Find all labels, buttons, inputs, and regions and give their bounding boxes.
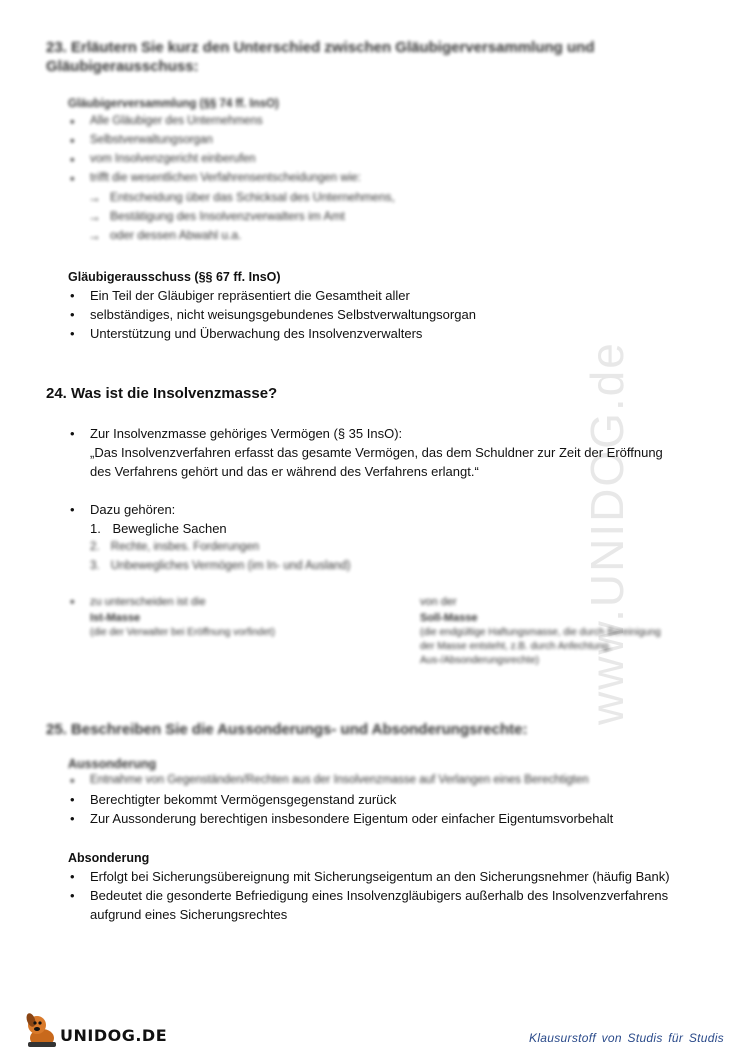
list-text: Rechte, insbes. Forderungen [110, 541, 260, 553]
list-item: • zu unterscheiden ist die [68, 594, 368, 610]
list-item: → oder dessen Abwahl u.a. [68, 226, 628, 245]
gv-list [68, 112, 628, 188]
absonderung-section [68, 851, 738, 924]
absonderung-heading: Absonderung [68, 851, 150, 865]
list-item: • Zur Insolvenzmasse gehöriges Vermögen (§ 35 InsO): [68, 424, 728, 443]
aussonderung-section [68, 757, 738, 828]
list-item: • Erfolgt bei Sicherungsübereignung mit Sicherungseigentum an den Sicherungsnehmer (häufig Bank) [68, 867, 738, 886]
aussonderung-list [68, 771, 738, 828]
soll-intro: von der [420, 596, 457, 608]
soll-note: der Masse entsteht, z.B. durch Anfechtung, [420, 641, 612, 652]
list-number: 3. [90, 560, 100, 572]
q24-list-1 [68, 424, 728, 443]
list-text: Unbewegliches Vermögen (im In- und Ausland) [110, 560, 351, 572]
q25-title: 25. Beschreiben Sie die Aussonderungs- und Absonderungsrechte: [46, 721, 528, 738]
list-item: → Entscheidung über das Schicksal des Unternehmens, [68, 188, 628, 207]
gv-section [68, 98, 628, 245]
list-item: • Entnahme von Gegenständen/Rechten aus der Insolvenzmasse auf Verlangen eines Berechtigten [68, 771, 738, 790]
list-text: Bedeutet die gesonderte Befriedigung eines Insolvenzgläubigers außerhalb des Insolvenzverfahrens [90, 888, 669, 903]
ist-masse-col [68, 594, 368, 640]
watermark: www.UNIDOG.de [581, 341, 633, 725]
ga-section [68, 270, 708, 343]
list-item: • Selbstverwaltungsorgan [68, 131, 628, 150]
list-item: • Ein Teil der Gläubiger repräsentiert die Gesamtheit aller [68, 286, 708, 305]
ist-masse-list [68, 594, 368, 610]
list-item: → Bestätigung des Insolvenzverwalters im Amt [68, 207, 628, 226]
aussonderung-heading: Aussonderung [68, 757, 157, 771]
list-item [68, 886, 738, 924]
quote-line: des Verfahrens gehört und das er während des Verfahrens erlangt.“ [90, 464, 479, 479]
ga-heading: Gläubigerausschuss (§§ 67 ff. InsO) [68, 270, 281, 284]
list-item [68, 557, 728, 576]
q23-title-line2: Gläubigerausschuss: [46, 58, 199, 75]
dog-logo-icon [22, 1010, 62, 1050]
list-text: Bewegliche Sachen [112, 521, 227, 536]
q23-title [46, 38, 686, 76]
list-item: • Unterstützung und Überwachung des Insolvenzverwalters [68, 324, 708, 343]
list-item [68, 538, 728, 557]
q24-title: 24. Was ist die Insolvenzmasse? [46, 385, 278, 402]
q24-list-2 [68, 500, 728, 519]
list-item: • Berechtigter bekommt Vermögensgegenstand zurück [68, 790, 738, 809]
footer-logo: UNIDOG.DE [60, 1026, 168, 1045]
soll-masse-col [420, 594, 710, 668]
soll-note: (die endgültige Haftungsmasse, die durch Bereinigung [420, 627, 661, 638]
list-item [68, 519, 728, 538]
absonderung-list [68, 867, 738, 924]
list-text-continued: aufgrund eines Sicherungsrechtes [90, 907, 288, 922]
q25-title-wrap [46, 720, 706, 739]
soll-masse-label: Soll-Masse [420, 612, 478, 624]
q24-body [68, 424, 728, 576]
list-item: • vom Insolvenzgericht einberufen [68, 150, 628, 169]
footer-tagline: Klausurstoff von Studis für Studis [529, 1031, 724, 1045]
list-number: 2. [90, 541, 100, 553]
q24-numbered-list [68, 519, 728, 576]
list-item: • trifft die wesentlichen Verfahrensentscheidungen wie: [68, 169, 628, 188]
list-item: • selbständiges, nicht weisungsgebundenes Selbstverwaltungsorgan [68, 305, 708, 324]
q24-section [46, 384, 686, 403]
ga-list [68, 286, 708, 343]
q23-title-line1: 23. Erläutern Sie kurz den Unterschied zwischen Gläubigerversammlung und [46, 39, 595, 56]
ist-masse-note: (die der Verwalter bei Eröffnung vorfindet) [90, 627, 275, 638]
list-item: • Dazu gehören: [68, 500, 728, 519]
list-item: • Zur Aussonderung berechtigen insbesondere Eigentum oder einfacher Eigentumsvorbehalt [68, 809, 738, 828]
list-number: 1. [90, 521, 101, 536]
ist-masse-label: Ist-Masse [90, 612, 141, 624]
quote-line: „Das Insolvenzverfahren erfasst das gesamte Vermögen, das dem Schuldner zur Zeit der Eröffnung [90, 445, 663, 460]
gv-heading: Gläubigerversammlung (§§ 74 ff. InsO) [68, 98, 279, 110]
gv-sublist [68, 188, 628, 245]
list-item: • Alle Gläubiger des Unternehmens [68, 112, 628, 131]
soll-note: Aus-/Absonderungsrechte) [420, 655, 539, 666]
